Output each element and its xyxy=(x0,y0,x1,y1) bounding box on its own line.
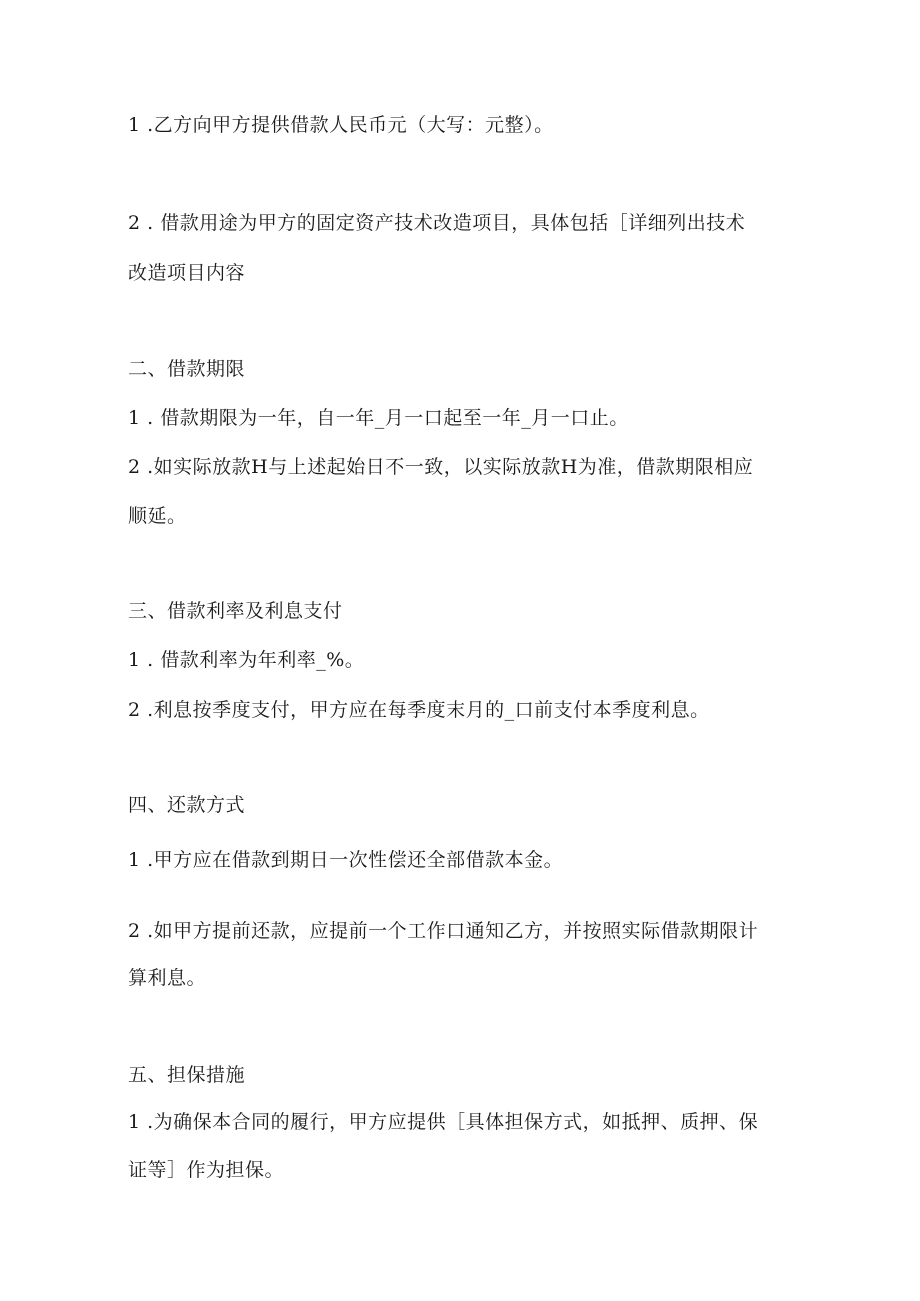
clause-line: 2 .利息按季度支付，甲方应在每季度末月的_口前支付本季度利息。 xyxy=(128,699,710,721)
section-heading: 三、借款利率及利息支付 xyxy=(128,600,343,622)
clause-line: 2 . 借款用途为甲方的固定资产技术改造项目，具体包括［详细列出技术 xyxy=(128,212,746,234)
clause-line-continuation: 顺延。 xyxy=(128,505,187,527)
clause-line: 1 .甲方应在借款到期日一次性偿还全部借款本金。 xyxy=(128,849,564,871)
clause-line: 1 .乙方向甲方提供借款人民币元（大写：元整）。 xyxy=(128,114,554,136)
clause-line-continuation: 证等］作为担保。 xyxy=(128,1159,285,1181)
clause-line: 2 .如甲方提前还款，应提前一个工作口通知乙方，并按照实际借款期限计 xyxy=(128,920,759,942)
clause-line: 2 .如实际放款H与上述起始日不一致，以实际放款H为准，借款期限相应 xyxy=(128,456,754,478)
clause-line: 1 . 借款期限为一年，自一年_月一口起至一年_月一口止。 xyxy=(128,407,629,429)
section-heading: 四、还款方式 xyxy=(128,794,246,816)
clause-line-continuation: 算利息。 xyxy=(128,967,207,989)
clause-line: 1 . 借款利率为年利率_%。 xyxy=(128,649,365,671)
section-heading: 二、借款期限 xyxy=(128,358,246,380)
section-heading: 五、担保措施 xyxy=(128,1064,246,1086)
clause-line: 1 .为确保本合同的履行，甲方应提供［具体担保方式，如抵押、质押、保 xyxy=(128,1111,759,1133)
clause-line-continuation: 改造项目内容 xyxy=(128,262,246,284)
